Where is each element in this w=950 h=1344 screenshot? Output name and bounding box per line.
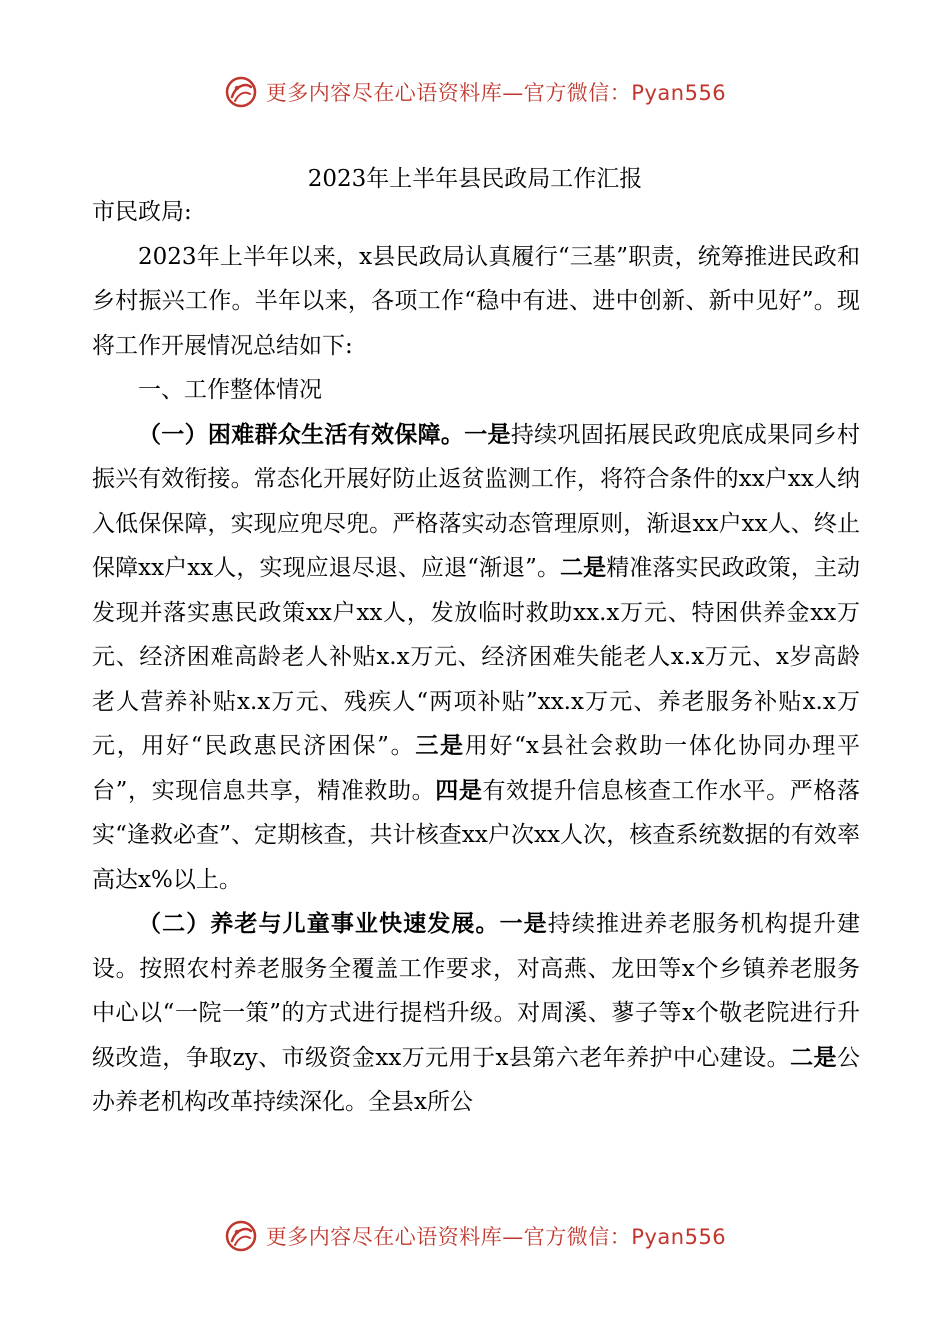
subsection-2-paragraph [92, 902, 860, 1125]
header-banner-inner [224, 75, 726, 109]
point-lead: 二是 [560, 554, 607, 581]
header-banner-text: 更多内容尽在心语资料库—官方微信：Pyan556 [265, 81, 727, 105]
section-heading: 一、工作整体情况 [138, 377, 322, 403]
point-lead: 一是 [464, 420, 511, 448]
document-body [92, 190, 860, 1125]
point-text: 公办养老机构改革持续深化。全县x所公 [92, 1044, 860, 1115]
point-text: 有效提升信息核查工作水平。严格落实“逢救必查”、定期核查，共计核查xx户次xx人次，核查系统数据的有效率高达x%以上。 [92, 777, 861, 893]
brand-logo-icon [224, 1219, 258, 1253]
subsection-1-heading: （一）困难群众生活有效保障。 [138, 420, 465, 448]
brand-logo-icon [224, 75, 258, 109]
point-text: 持续巩固拓展民政兜底成果同乡村振兴有效衔接。常态化开展好防止返贫监测工作，将符合条件的xx户xx人纳入低保保障，实现应兜尽兜。严格落实动态管理原则，渐退xx户xx人、终止保障xx户xx人，实现应退尽退、应退“渐退”。 [92, 421, 861, 581]
footer-banner-text: 更多内容尽在心语资料库—官方微信：Pyan556 [265, 1225, 727, 1249]
document-title: 2023年上半年县民政局工作汇报 [307, 166, 643, 192]
salutation: 市民政局: [92, 199, 192, 225]
point-text: 精准落实民政政策，主动发现并落实惠民政策xx户xx人，发放临时救助xx.x万元、特困供养金xx万元、经济困难高龄老人补贴x.x万元、经济困难失能老人x.x万元、x岁高龄老人营养补贴x.x万元、残疾人“两项补贴”xx.x万元、养老服务补贴x.x万元，用好“民政惠民济困保”。 [92, 555, 861, 759]
point-lead: 三是 [415, 732, 465, 759]
footer-banner [0, 1216, 950, 1256]
intro-paragraph: 2023年上半年以来，x县民政局认真履行“三基”职责，统筹推进民政和乡村振兴工作。半年以来，各项工作“稳中有进、进中创新、新中见好”。现将工作开展情况总结如下: [92, 243, 860, 359]
point-lead: 一是 [499, 910, 548, 937]
footer-banner-inner [224, 1219, 726, 1253]
subsection-1-paragraph [92, 413, 860, 903]
subsection-2-heading: （二）养老与儿童事业快速发展。 [138, 910, 500, 937]
point-text: 用好“x县社会救助一体化协同办理平台”，实现信息共享，精准救助。 [92, 733, 860, 804]
header-banner [0, 72, 950, 112]
point-text: 持续推进养老服务机构提升建设。按照农村养老服务全覆盖工作要求，对高燕、龙田等x个乡镇养老服务中心以“一院一策”的方式进行提档升级。对周溪、蓼子等x个敬老院进行升级改造，争取zy、市级资金xx万元用于x县第六老年养护中心建设。 [92, 911, 861, 1071]
point-lead: 四是 [435, 776, 483, 804]
point-lead: 二是 [790, 1043, 837, 1071]
